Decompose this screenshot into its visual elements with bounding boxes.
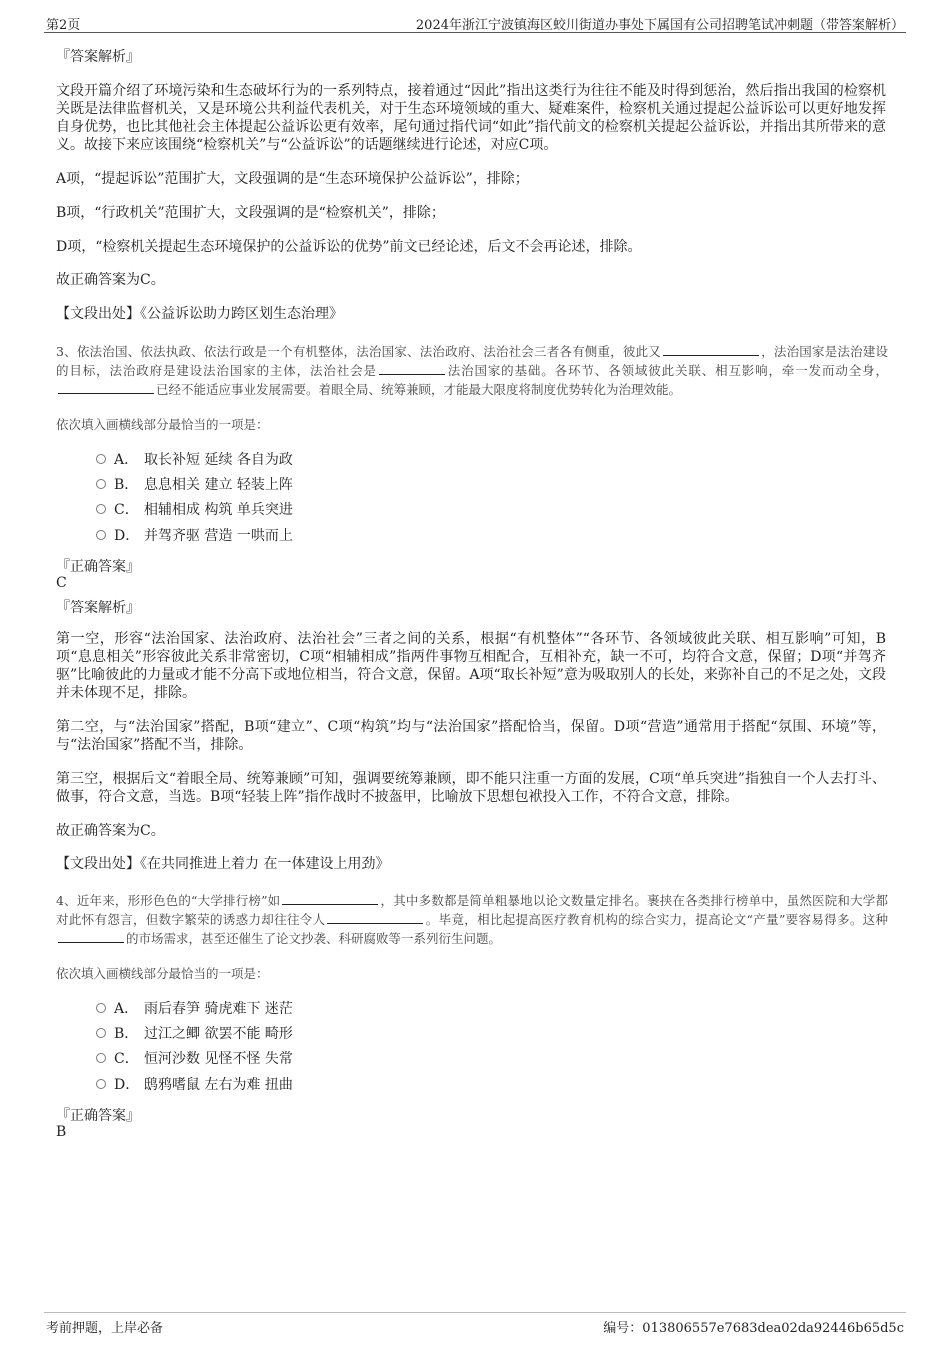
fill-blank[interactable] — [58, 930, 124, 943]
radio-icon[interactable] — [96, 530, 106, 540]
question-4-prompt: 依次填入画横线部分最恰当的一项是： — [56, 966, 269, 981]
analysis-option-b: B项，“行政机关”范围扩大，文段强调的是“检察机关”，排除； — [56, 205, 445, 221]
radio-icon[interactable] — [96, 504, 106, 514]
radio-icon[interactable] — [96, 1053, 106, 1063]
analysis-conclusion: 故正确答案为C。 — [56, 823, 165, 839]
question-3-prompt: 依次填入画横线部分最恰当的一项是： — [56, 417, 269, 432]
radio-icon[interactable] — [96, 1003, 106, 1013]
analysis-option-a: A项，“提起诉讼”范围扩大，文段强调的是“生态环境保护公益诉讼”，排除； — [56, 171, 529, 187]
analysis-blank-1: 第一空，形容“法治国家、法治政府、法治社会”三者之间的关系，根据“有机整体”“各环节、各领域彼此关联、相互影响”可知，B项“息息相关”形容彼此关系非常密切，C项“相辅相成”指两件事物互相配合，互相补充，缺一不可，均符合文意，保留；D项“并驾齐驱”比喻彼此的力量或才能不分高下或地位相当，符合文意，保留。A项“取长补短”意为吸取别人的长处，来弥补自己的不足之处，文段并未体现不足，排除。 — [56, 631, 886, 701]
question-3-option-c[interactable]: C． 相辅相成 构筑 单兵突进 — [96, 500, 293, 520]
document-title: 2024年浙江宁波镇海区蛟川街道办事处下属国有公司招聘笔试冲刺题（带答案解析） — [415, 18, 904, 33]
question-3-stem: 3、依法治国、依法执政、依法行政是一个有机整体，法治国家、法治政府、法治社会三者各有侧重，彼此又 ，法治国家是法治建设的目标，法治政府是建设法治国家的主体，法治社会是 法治国家的基础。各环节、各领域彼此关联、相互影响，牵一发而动全身，已经不能适应事业发展需要。着眼全局、统筹兼顾，才能最大限度将制度优势转化为治理效能。 — [56, 344, 888, 397]
correct-answer: C — [56, 575, 67, 591]
footer-slogan: 考前押题，上岸必备 — [46, 1321, 164, 1336]
analysis-option-d: D项，“检察机关提起生态环境保护的公益诉讼的优势”前文已经论述，后文不会再论述，排除。 — [56, 239, 642, 255]
analysis-conclusion: 故正确答案为C。 — [56, 272, 165, 288]
analysis-paragraph: 文段开篇介绍了环境污染和生态破坏行为的一系列特点，接着通过“因此”指出这类行为往往不能及时得到惩治，然后指出我国的检察机关既是法律监督机关，又是环境公共利益代表机关，对于生态环境领域的重大、疑难案件，检察机关通过提起公益诉讼可以更好地发挥自身优势，也比其他社会主体提起公益诉讼更有效率，尾句通过指代词“如此”指代前文的检察机关提起公益诉讼，并指出其所带来的意义。故接下来应该围绕“检察机关”与“公益诉讼”的话题继续进行论述，对应C项。 — [56, 83, 886, 153]
question-4-option-d[interactable]: D． 鸱鸦嗜鼠 左右为难 扭曲 — [96, 1075, 293, 1095]
fill-blank[interactable] — [282, 892, 378, 905]
question-3-option-b[interactable]: B． 息息相关 建立 轻装上阵 — [96, 475, 293, 495]
page-number: 第2页 — [46, 18, 81, 33]
radio-icon[interactable] — [96, 1079, 106, 1089]
radio-icon[interactable] — [96, 454, 106, 464]
page-footer — [44, 1312, 906, 1337]
fill-blank[interactable] — [327, 911, 423, 924]
page-header — [44, 12, 906, 33]
correct-answer-label: 『正确答案』 — [56, 1108, 140, 1124]
correct-answer: B — [56, 1124, 67, 1140]
fill-blank[interactable] — [58, 381, 154, 394]
correct-answer-label: 『正确答案』 — [56, 559, 140, 575]
source-note: 【文段出处】《公益诉讼助力跨区划生态治理》 — [56, 306, 343, 322]
fill-blank[interactable] — [379, 362, 445, 375]
analysis-blank-2: 第二空，与“法治国家”搭配，B项“建立”、C项“构筑”均与“法治国家”搭配恰当，保留。D项“营造”通常用于搭配“氛围、环境”等，与“法治国家”搭配不当，排除。 — [56, 719, 886, 753]
question-3-option-a[interactable]: A． 取长补短 延续 各自为政 — [96, 450, 293, 470]
question-4-stem: 4、近年来，形形色色的“大学排行榜”如 ，其中多数都是简单粗暴地以论文数量定排名。裹挟在各类排行榜单中，虽然医院和大学都对此怀有怨言，但数字繁荣的诱惑力却往往令人 。毕竟，相比起提高医疗教育机构的综合实力，提高论文“产量”要容易得多。这种的市场需求，甚至还催生了论文抄袭、科研腐败等一系列衍生问题。 — [56, 893, 888, 946]
analysis-label: 『答案解析』 — [56, 600, 140, 616]
analysis-label: 『答案解析』 — [56, 49, 140, 65]
question-4-option-a[interactable]: A． 雨后春笋 骑虎难下 迷茫 — [96, 999, 293, 1019]
analysis-blank-3: 第三空，根据后文“着眼全局、统筹兼顾”可知，强调要统筹兼顾，即不能只注重一方面的发展，C项“单兵突进”指独自一个人去打斗、做事，符合文意，当选。B项“轻装上阵”指作战时不披盔甲，比喻放下思想包袱投入工作，不符合文意，排除。 — [56, 771, 886, 805]
radio-icon[interactable] — [96, 479, 106, 489]
question-4-option-b[interactable]: B． 过江之鲫 欲罢不能 畸形 — [96, 1024, 293, 1044]
fill-blank[interactable] — [663, 343, 759, 356]
question-4-option-c[interactable]: C． 恒河沙数 见怪不怪 失常 — [96, 1049, 293, 1069]
document-id: 编号：013806557e7683dea02da92446b65d5c — [603, 1321, 904, 1336]
source-note: 【文段出处】《在共同推进上着力 在一体建设上用劲》 — [56, 856, 390, 872]
question-3-option-d[interactable]: D． 并驾齐驱 营造 一哄而上 — [96, 526, 293, 546]
radio-icon[interactable] — [96, 1028, 106, 1038]
